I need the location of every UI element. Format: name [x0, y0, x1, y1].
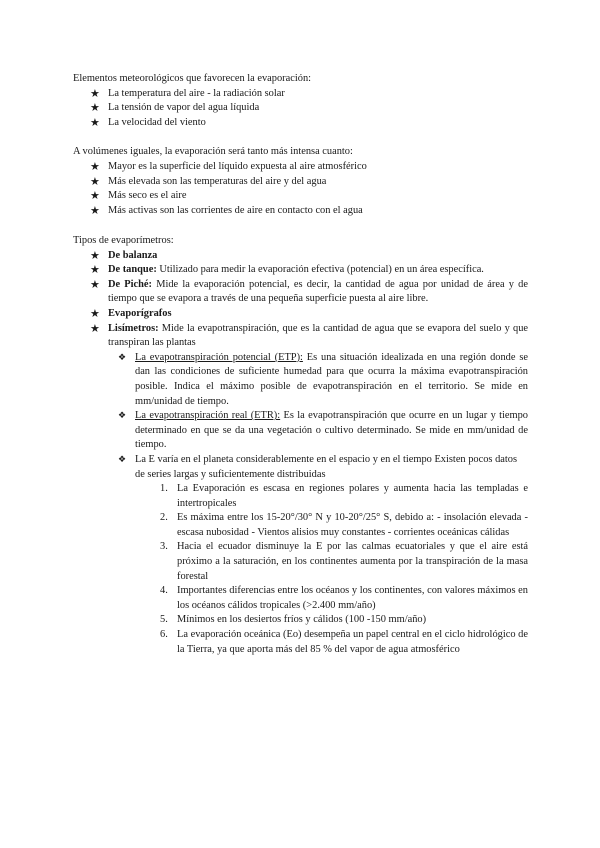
star-bullet-icon: ★	[90, 306, 100, 320]
numbered-item: 4. Importantes diferencias entre los océanos y los continentes, con valores máximos en los océanos cálidos tropicales (>2.400 mm/año)	[160, 585, 528, 611]
section3-list	[73, 249, 528, 658]
star-bullet-icon: ★	[90, 321, 100, 335]
list-item: ★ Lisímetros: Mide la evapotranspiración, que es la cantidad de agua que se evapora del suelo y que transpiran las plantas ❖ La evapotranspiración potencial (ETP): Es una situación idealizada en una región donde se dan las condiciones de suficiente humedad para que ocurra la máxima evapotranspiración posible. Indica el máximo posible de evapotranspiración en el territorio. Se mide en mm/unidad de tiempo. ❖ La evapotranspiración real (ETR): Es la evapotranspiración que ocurre en un lugar y tiempo determinado en que se da una vegetación o cultivo determinado. Se mide en mm/unidad de tiempo. ❖ La E varía en el planeta considerablemente en el espacio y en el tiempo Existen pocos datos de series largas y suficientemente distribuidas 1. La Evaporación es escasa en regiones polares y aumenta hacia las templadas e intertropicales 2. Es máxima entre los 15-20°/30° N y 10-20°/25° S, debido a: - insolación elevada - escasa nubosidad - Vientos alisios muy constantes - corrientes oceánicas cálidas 3. Hacia el ecuador disminuye la E por las calmas ecuatoriales y que el aire está próximo a la saturación, en los continentes aumenta por la transpiración de la masa forestal 4. Importantes diferencias entre los océanos y los continentes, con valores máximos en los océanos cálidos tropicales (>2.400 mm/año) 5. Mínimos en los desiertos fríos y cálidos (100 -150 mm/año) 6. La evaporación oceánica (Eo) desempeña un papel central en el ciclo hidrológico de la Tierra, ya que aporta más del 85 % del vapor de agua atmosférico	[73, 322, 528, 658]
star-bullet-icon: ★	[90, 160, 100, 173]
star-bullet-icon: ★	[90, 101, 100, 115]
diamond-bullet-icon: ❖	[118, 352, 127, 363]
lisimetros-sublist	[118, 351, 528, 657]
numbered-item: 1. La Evaporación es escasa en regiones polares y aumenta hacia las templadas e intertropicales	[160, 483, 528, 509]
star-bullet-icon: ★	[90, 248, 100, 262]
numbered-item: 5. Mínimos en los desiertos fríos y cálidos (100 -150 mm/año)	[160, 614, 427, 626]
list-item: ★ Más activas son las corrientes de aire en contacto con el agua	[90, 203, 363, 217]
list-item: ★ De Piché: Mide la evaporación potencial, es decir, la cantidad de agua por unidad de área y de tiempo que se evapora a través de una pequeña superficie puesta al aire libre.	[90, 277, 528, 305]
list-item: ★ Mayor es la superficie del líquido expuesta al aire atmosférico	[90, 160, 367, 173]
sub-list-item: ❖ La evapotranspiración potencial (ETP): Es una situación idealizada en una región donde se dan las condiciones de suficiente humedad para que ocurra la máxima evapotranspiración posible. Indica el máximo posible de evapotranspiración en el territorio. Se mide en mm/unidad de tiempo.	[118, 351, 528, 407]
star-bullet-icon: ★	[90, 277, 100, 291]
section1-list	[73, 87, 528, 131]
list-item: ★ Más seco es el aire	[90, 189, 187, 203]
section2-list	[73, 160, 528, 218]
star-bullet-icon: ★	[90, 263, 100, 277]
list-item: ★ De balanza	[90, 248, 158, 262]
numbered-item: 3. Hacia el ecuador disminuye la E por las calmas ecuatoriales y que el aire está próximo a la saturación, en los continentes aumenta por la transpiración de la masa forestal	[160, 541, 528, 582]
diamond-bullet-icon: ❖	[118, 411, 127, 422]
list-item: ★ La velocidad del viento	[90, 115, 206, 129]
diamond-bullet-icon: ❖	[118, 454, 127, 465]
sub-list-item: ❖ La E varía en el planeta considerablemente en el espacio y en el tiempo Existen pocos datos de series largas y suficientemente distribuidas 1. La Evaporación es escasa en regiones polares y aumenta hacia las templadas e intertropicales 2. Es máxima entre los 15-20°/30° N y 10-20°/25° S, debido a: - insolación elevada - escasa nubosidad - Vientos alisios muy constantes - corrientes oceánicas cálidas 3. Hacia el ecuador disminuye la E por las calmas ecuatoriales y que el aire está próximo a la saturación, en los continentes aumenta por la transpiración de la masa forestal 4. Importantes diferencias entre los océanos y los continentes, con valores máximos en los océanos cálidos tropicales (>2.400 mm/año) 5. Mínimos en los desiertos fríos y cálidos (100 -150 mm/año) 6. La evaporación oceánica (Eo) desempeña un papel central en el ciclo hidrológico de la Tierra, ya que aporta más del 85 % del vapor de agua atmosférico	[118, 453, 528, 657]
section1-heading: Elementos meteorológicos que favorecen la evaporación:	[73, 73, 312, 84]
numbered-item: 6. La evaporación oceánica (Eo) desempeña un papel central en el ciclo hidrológico de la Tierra, ya que aporta más del 85 % del vapor de agua atmosférico	[160, 629, 528, 655]
star-bullet-icon: ★	[90, 189, 100, 203]
sub-list-item: ❖ La evapotranspiración real (ETR): Es la evapotranspiración que ocurre en un lugar y tiempo determinado en que se da una vegetación o cultivo determinado. Se mide en mm/unidad de tiempo.	[118, 410, 528, 451]
list-item: ★ La temperatura del aire - la radiación solar	[90, 86, 285, 100]
star-bullet-icon: ★	[90, 174, 100, 188]
list-item: ★ De tanque: Utilizado para medir la evaporación efectiva (potencial) en un área específica.	[90, 263, 484, 277]
list-item: ★ Evaporígrafos	[90, 306, 172, 320]
star-bullet-icon: ★	[90, 86, 100, 100]
section3-heading: Tipos de evaporímetros:	[73, 235, 174, 246]
section2-heading: A volúmenes iguales, la evaporación será tanto más intensa cuanto:	[73, 146, 353, 157]
list-item: ★ La tensión de vapor del agua líquida	[90, 101, 260, 115]
star-bullet-icon: ★	[90, 115, 100, 129]
numbered-item: 2. Es máxima entre los 15-20°/30° N y 10-20°/25° S, debido a: - insolación elevada - escasa nubosidad - Vientos alisios muy constantes - corrientes oceánicas cálidas	[160, 512, 528, 538]
list-item: ★ Más elevada son las temperaturas del aire y del agua	[90, 174, 327, 188]
numbered-list	[160, 482, 528, 657]
star-bullet-icon: ★	[90, 203, 100, 217]
